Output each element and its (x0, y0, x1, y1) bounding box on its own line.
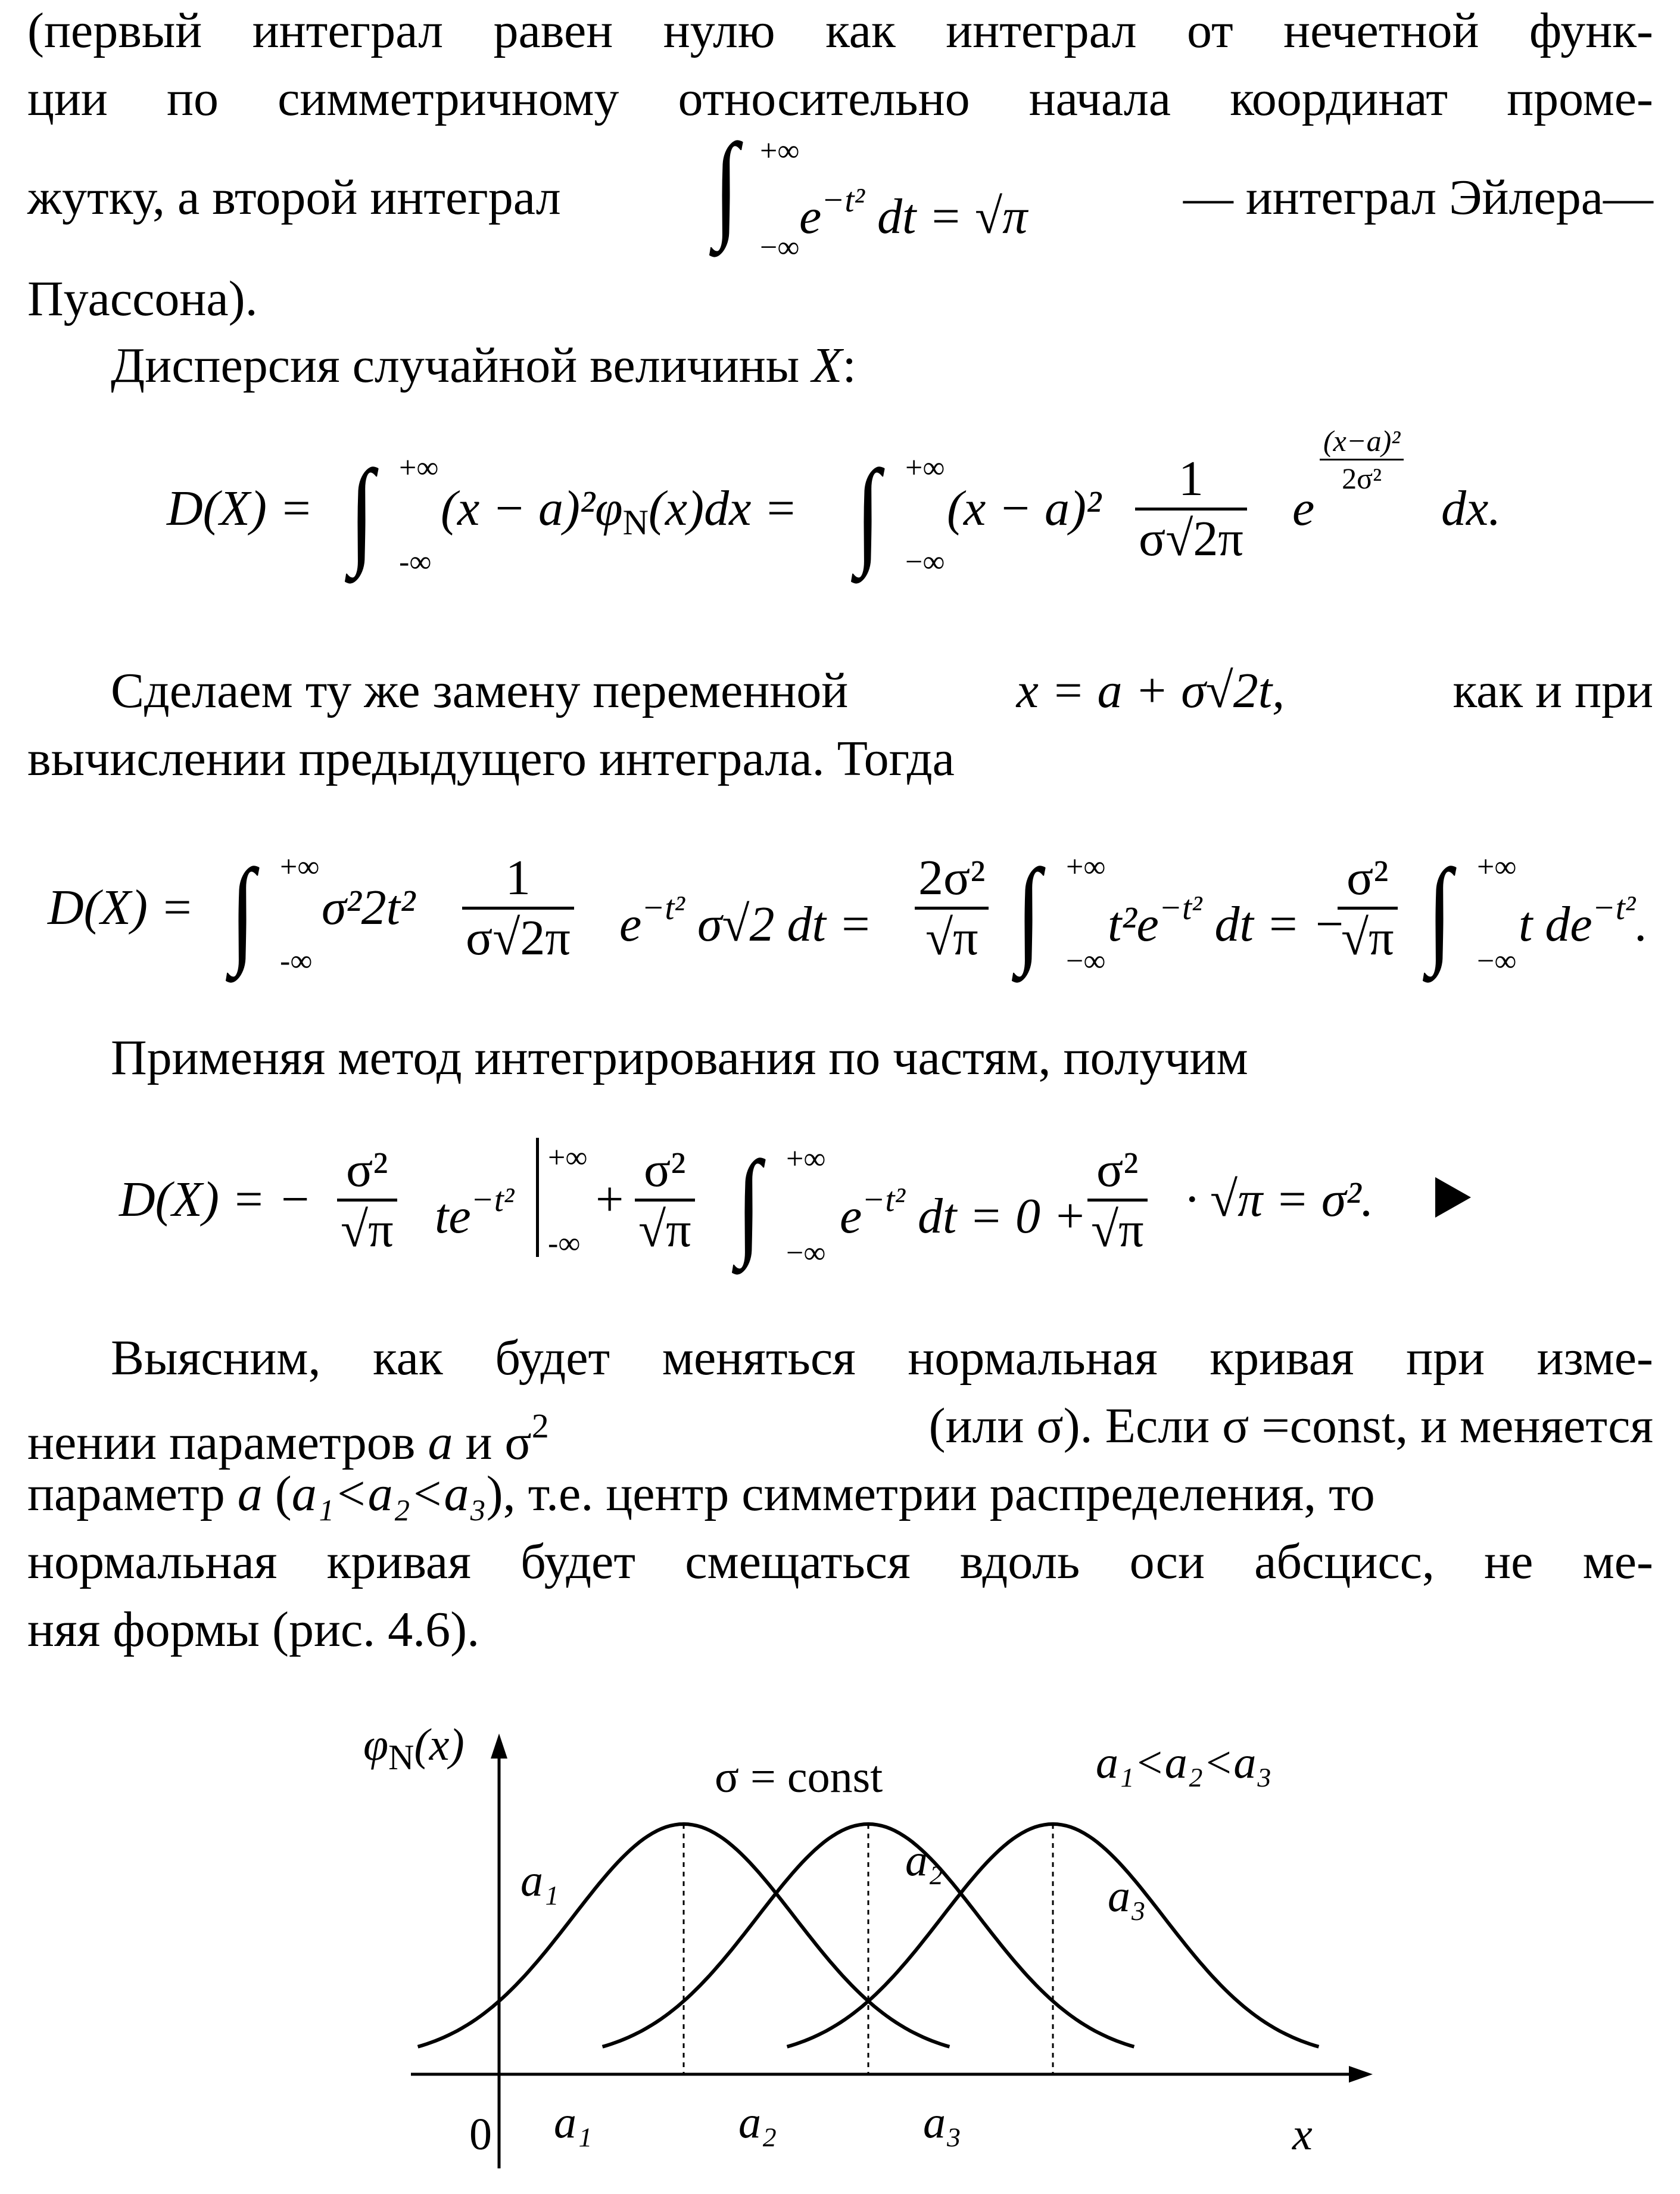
text-line-12: нормальная кривая будет смещаться вдоль оси абсцисс, не ме- (27, 1534, 1653, 1589)
equation-variance-2: D(X) = ∫ +∞ -∞ σ²2t² $\frac{1}{\sigma√2\pi}$ $e^{-t^2}$ σ√2 dt = $\frac{\text{2σ²}}{√\pi}$ ∫ +∞ −∞ $t^2e^{-t^2}$ dt = − $\frac{\text{σ²}}{√\pi}$ ∫ +∞ −∞ t $de^{-t^2}$. (48, 845, 1648, 978)
text-line-7: вычислении предыдущего интеграла. Тогда (27, 731, 955, 786)
inline-int-upper: +∞ (760, 134, 800, 168)
order-inline: a₁<a₂<a₃ (291, 1466, 487, 1521)
sigma-const-label: σ = const (715, 1752, 883, 1802)
equation-variance-3: D(X) = − $\frac{\text{σ²}}{√\pi}$ $te^{-t^2}$ +∞ -∞ + $\frac{\text{σ²}}{√\pi}$ ∫ +∞ −∞ $e^{-t^2}$ dt = 0 + $\frac{\text{σ²}}{√\pi}$ · √π = σ². (119, 1120, 1548, 1275)
curve-label-a3: a₃ (1108, 1871, 1146, 1921)
curve-label-a2: a₂ (905, 1835, 944, 1885)
y-axis-arrow (491, 1734, 507, 1759)
inline-integral: ∫ +∞ −∞ $e^{-t^2}$ dt = √π (713, 120, 1028, 264)
equation-variance-1: D(X) = ∫ +∞ -∞ $(x - a)^2\varphi_N(x)dx$ = ∫ +∞ −∞ (x − a)² $\frac{1}{\sigma√2\pi}$ e $\frac{\text{(x−a)²}}{\text{2σ²}}$ dx. (167, 424, 1501, 579)
end-of-proof-marker (1435, 1177, 1471, 1218)
text-line-2: ции по симметричному относительно начала координат проме- (27, 71, 1653, 126)
text-line-6: Сделаем ту же замену переменной x = a + σ√2t, как и при (111, 663, 1653, 718)
normal-curve-a3 (787, 1824, 1319, 2047)
tick-label-a1: a₁ (554, 2097, 593, 2148)
normal-curve-a2 (603, 1824, 1134, 2047)
text-line-3-start: жутку, а второй интеграл (27, 170, 561, 225)
text-line-4: Пуассона). (27, 271, 258, 326)
inline-int-lower: −∞ (760, 231, 800, 264)
text-line-13: няя формы (рис. 4.6). (27, 1602, 480, 1657)
text-line-9: Выясним, как будет меняться нормальная кривая при изме- (111, 1330, 1653, 1386)
text-line-10: нении параметров a и $\sigma^2$ (или σ). Если σ =const, и меняется (27, 1398, 1653, 1470)
y-axis-label: $\varphi_N(x)$ (363, 1720, 465, 1777)
x-axis-arrow (1349, 2066, 1373, 2083)
x-axis-label: x (1292, 2109, 1313, 2159)
text-line-8: Применяя метод интегрирования по частям, получим (111, 1030, 1248, 1085)
origin-label: 0 (469, 2109, 492, 2159)
text-line-5: Дисперсия случайной величины X: (111, 338, 856, 393)
text-line-11: параметр a (a₁<a₂<a₃), т.е. центр симметрии распределения, то (27, 1466, 1375, 1521)
text-line-1: (первый интеграл равен нулю как интеграл от нечетной функ- (27, 3, 1653, 58)
tick-label-a2: a₂ (738, 2097, 777, 2148)
figure-normal-curves (363, 1716, 1382, 2180)
order-label: a₁<a₂<a₃ (1096, 1738, 1272, 1788)
text-line-3-end: — интеграл Эйлера— (1183, 170, 1653, 225)
curve-label-a1: a₁ (520, 1856, 559, 1906)
tick-label-a3: a₃ (923, 2097, 962, 2148)
